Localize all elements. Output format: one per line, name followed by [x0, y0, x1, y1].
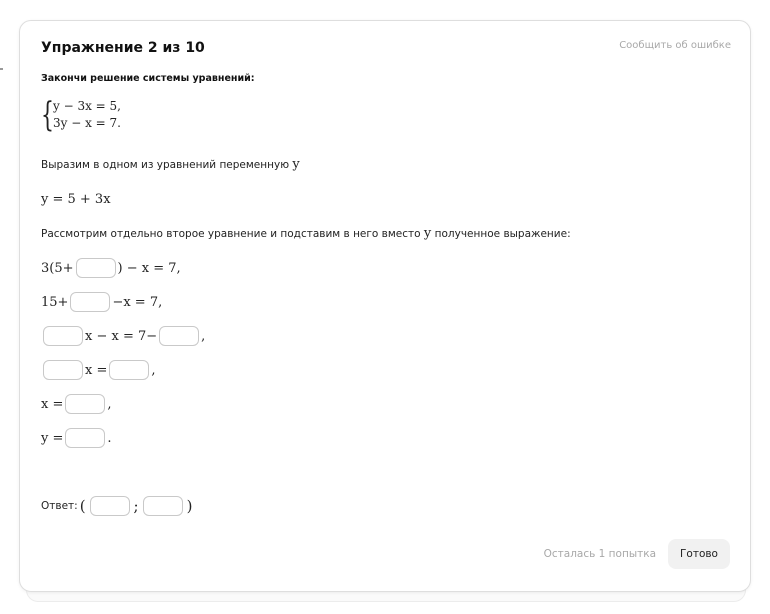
- line6-suffix: .: [107, 430, 112, 446]
- edge-mark: [0, 68, 3, 70]
- answer-input-7[interactable]: [65, 394, 105, 414]
- line4-mid: x =: [85, 362, 108, 378]
- line3-mid: x − x = 7−: [85, 328, 158, 344]
- answer-input-2[interactable]: [70, 292, 110, 312]
- report-error-link[interactable]: Сообщить об ошибке: [619, 40, 731, 51]
- line2-prefix: 15+: [41, 294, 69, 310]
- answer-input-4[interactable]: [159, 326, 199, 346]
- exercise-title: Упражнение 2 из 10: [41, 40, 205, 56]
- line5-prefix: x =: [41, 396, 64, 412]
- line6-prefix: y =: [41, 430, 64, 446]
- line5-suffix: ,: [107, 396, 112, 412]
- step1-variable: y: [292, 157, 300, 172]
- solution-line-2: [41, 290, 162, 314]
- answer-input-1[interactable]: [76, 258, 116, 278]
- system-equations: [53, 98, 121, 132]
- answer-label: Ответ:: [41, 500, 78, 512]
- line2-suffix: −x = 7,: [112, 294, 163, 310]
- line3-suffix: ,: [201, 328, 206, 344]
- answer-y-input[interactable]: [143, 496, 183, 516]
- answer-input-5[interactable]: [43, 360, 83, 380]
- solution-line-6: [41, 426, 112, 450]
- answer-separator: ;: [133, 497, 139, 515]
- system-equation-2: 3y − x = 7.: [53, 116, 121, 130]
- step1-text: [41, 157, 300, 172]
- solution-line-5: [41, 392, 112, 416]
- equation-system: [41, 95, 121, 135]
- brace-symbol: {: [41, 95, 54, 135]
- submit-button-label: Готово: [680, 548, 718, 560]
- solution-line-4: [41, 358, 156, 382]
- step2-sentence-after: полученное выражение:: [434, 228, 571, 240]
- answer-x-input[interactable]: [90, 496, 130, 516]
- line4-suffix: ,: [151, 362, 156, 378]
- expressed-variable: [41, 187, 111, 211]
- answer-input-3[interactable]: [43, 326, 83, 346]
- solution-line-3: [41, 324, 205, 348]
- system-equation-1: y − 3x = 5,: [53, 99, 121, 113]
- answer-input-8[interactable]: [65, 428, 105, 448]
- exercise-card: [19, 20, 751, 592]
- step2-variable: y: [423, 226, 432, 241]
- step2-text: [41, 226, 571, 241]
- submit-button[interactable]: [668, 539, 730, 569]
- step2-sentence-before: Рассмотрим отдельно второе уравнение и подставим в него вместо: [41, 228, 421, 240]
- line1-prefix: 3(5+: [41, 260, 74, 276]
- line1-suffix: ) − x = 7,: [117, 260, 181, 276]
- expression-text: y = 5 + 3x: [41, 191, 111, 207]
- solution-line-1: [41, 256, 181, 280]
- attempts-remaining: Осталась 1 попытка: [543, 548, 656, 560]
- step1-sentence: Выразим в одном из уравнений переменную: [41, 159, 290, 171]
- answer-input-6[interactable]: [109, 360, 149, 380]
- final-answer: [41, 494, 194, 518]
- answer-open-paren: (: [79, 497, 86, 515]
- answer-close-paren: ): [186, 497, 193, 515]
- task-instruction: Закончи решение системы уравнений:: [41, 73, 255, 84]
